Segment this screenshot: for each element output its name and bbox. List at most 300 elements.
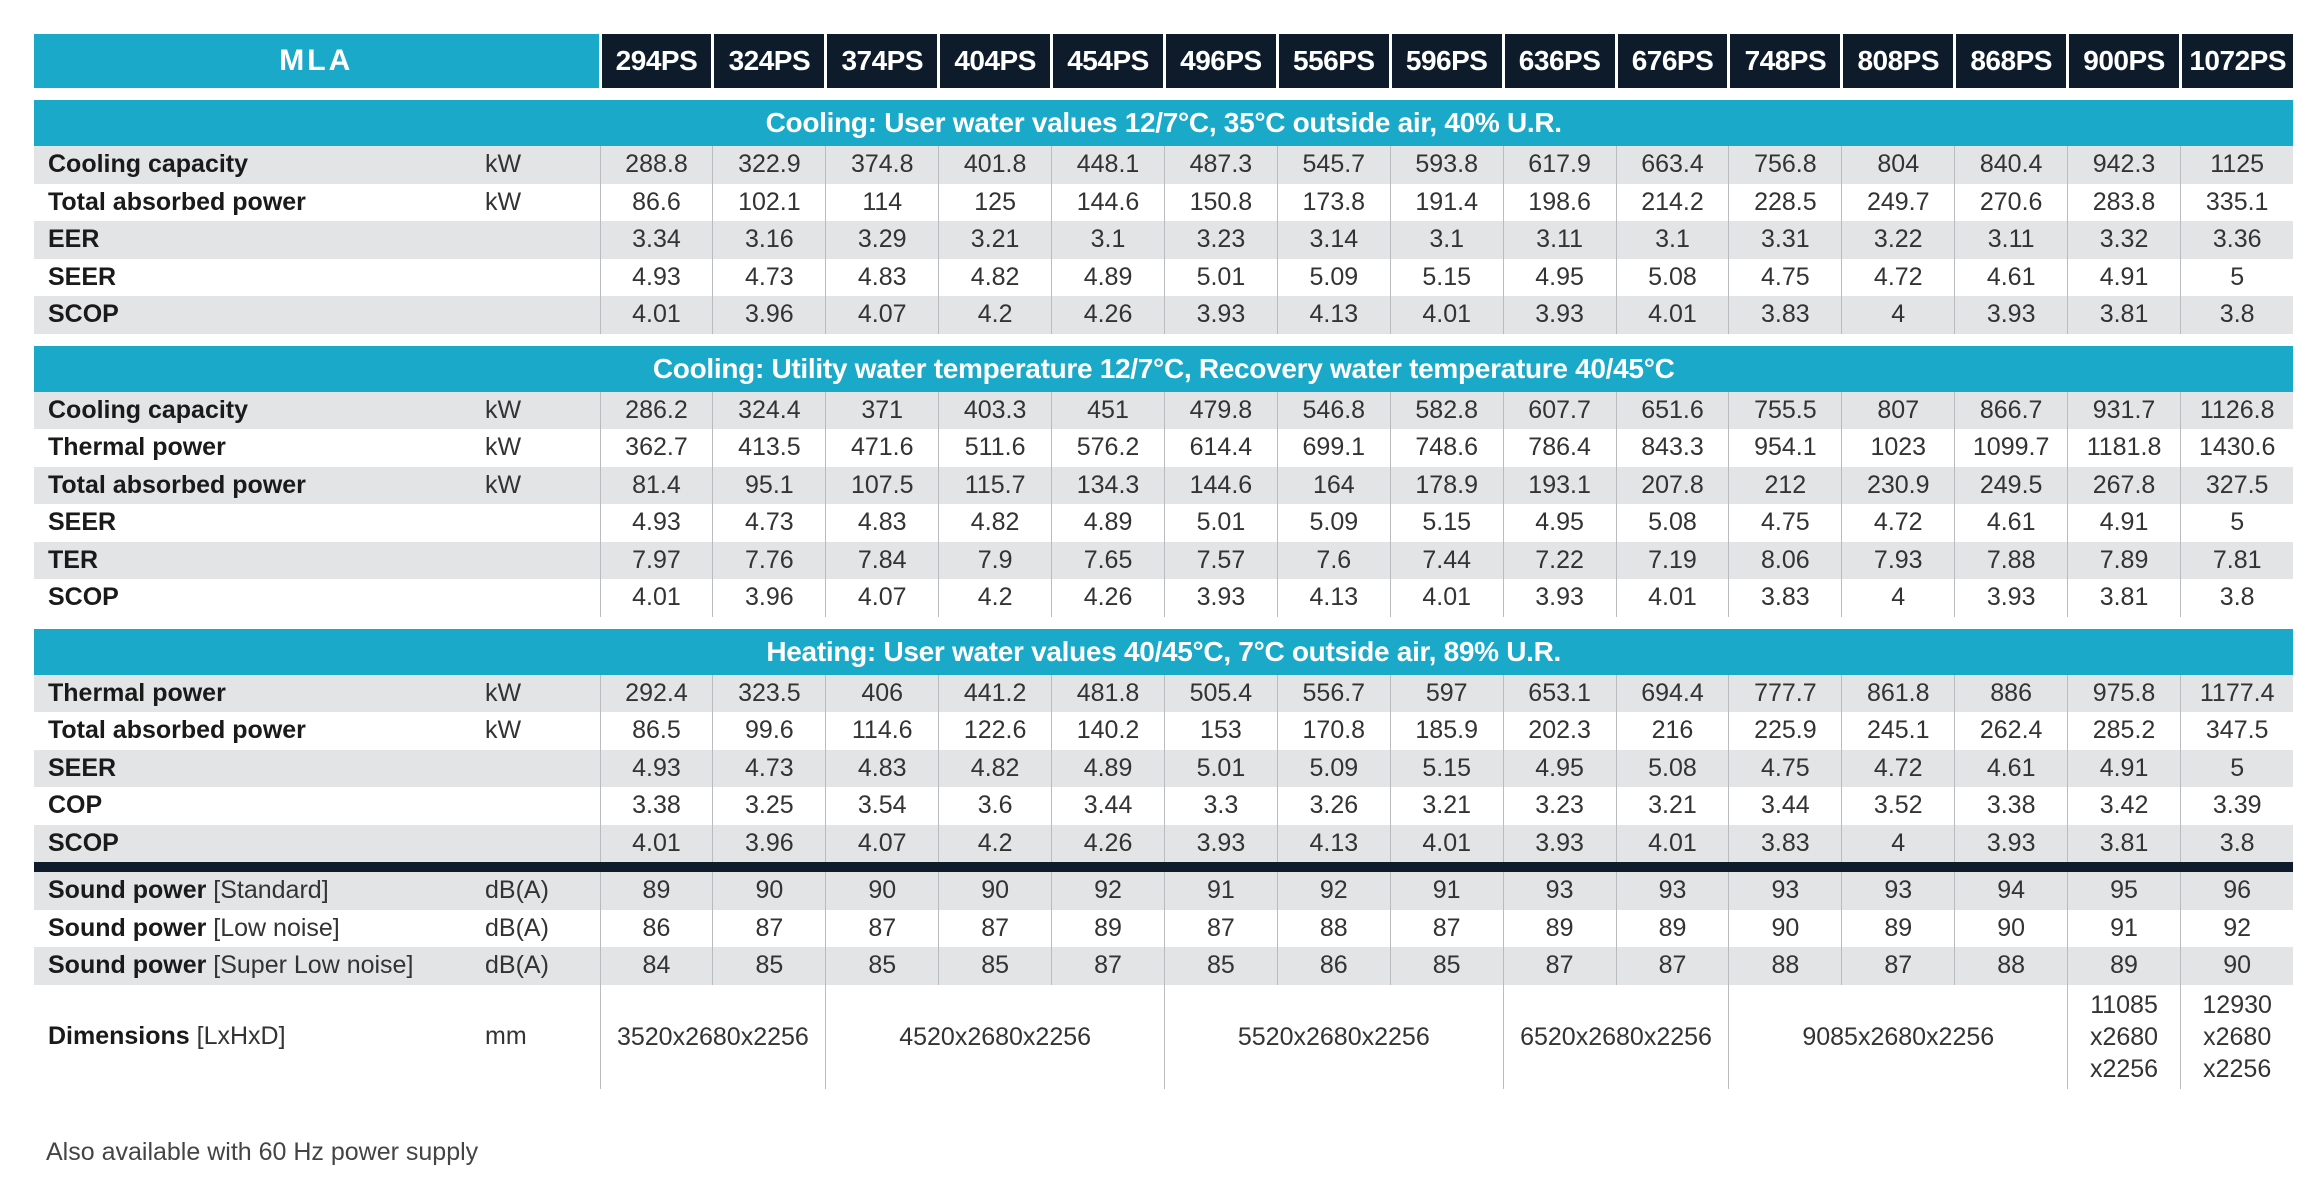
value-cell: 270.6 <box>1955 184 2068 222</box>
value-cell: 607.7 <box>1503 392 1616 430</box>
sound-label-variant: [Standard] <box>213 876 329 905</box>
value-cell: 471.6 <box>826 429 939 467</box>
data-row <box>34 429 2293 467</box>
value-cell: 1099.7 <box>1955 429 2068 467</box>
value-cell: 371 <box>826 392 939 430</box>
value-cell: 225.9 <box>1729 712 1842 750</box>
value-cell: 511.6 <box>939 429 1052 467</box>
value-cell: 99.6 <box>713 712 826 750</box>
value-cell: 3.23 <box>1503 787 1616 825</box>
value-cell: 7.6 <box>1277 542 1390 580</box>
section-title-row <box>34 100 2293 146</box>
value-cell: 1181.8 <box>2068 429 2181 467</box>
row-label: Cooling capacity <box>34 146 485 184</box>
value-cell: 4.01 <box>600 579 713 617</box>
value-cell: 7.93 <box>1842 542 1955 580</box>
value-cell: 94 <box>1955 872 2068 910</box>
value-cell: 441.2 <box>939 675 1052 713</box>
value-cell: 7.97 <box>600 542 713 580</box>
value-cell: 87 <box>1503 947 1616 985</box>
value-cell: 546.8 <box>1277 392 1390 430</box>
value-cell: 3.93 <box>1164 825 1277 863</box>
value-cell: 3.21 <box>1390 787 1503 825</box>
value-cell: 3.38 <box>600 787 713 825</box>
row-unit: kW <box>485 712 600 750</box>
value-cell: 5.08 <box>1616 259 1729 297</box>
value-cell: 216 <box>1616 712 1729 750</box>
sound-label <box>34 910 485 948</box>
dimension-cell <box>1164 985 1503 1089</box>
row-unit: dB(A) <box>485 872 600 910</box>
value-cell: 212 <box>1729 467 1842 505</box>
value-cell: 614.4 <box>1164 429 1277 467</box>
value-cell: 324.4 <box>713 392 826 430</box>
value-cell: 653.1 <box>1503 675 1616 713</box>
value-cell: 7.9 <box>939 542 1052 580</box>
row-unit <box>485 542 600 580</box>
value-cell: 840.4 <box>1955 146 2068 184</box>
value-cell: 3.6 <box>939 787 1052 825</box>
value-cell: 4.95 <box>1503 750 1616 788</box>
value-cell: 694.4 <box>1616 675 1729 713</box>
row-unit: mm <box>485 985 600 1089</box>
row-unit <box>485 579 600 617</box>
value-cell: 5 <box>2180 259 2293 297</box>
dimension-cell <box>600 985 826 1089</box>
value-cell: 3.29 <box>826 221 939 259</box>
section-title-row <box>34 629 2293 675</box>
row-gap <box>34 88 2293 100</box>
value-cell: 3.22 <box>1842 221 1955 259</box>
gap-cell <box>34 88 2293 100</box>
dimensions-row <box>34 985 2293 1089</box>
value-cell: 4.01 <box>1390 296 1503 334</box>
value-cell: 3.23 <box>1164 221 1277 259</box>
value-cell: 4.07 <box>826 296 939 334</box>
value-cell: 3.39 <box>2180 787 2293 825</box>
value-cell: 3.96 <box>713 296 826 334</box>
value-cell: 954.1 <box>1729 429 1842 467</box>
value-cell: 4.26 <box>1052 825 1165 863</box>
row-label: Thermal power <box>34 675 485 713</box>
value-cell: 5.15 <box>1390 504 1503 542</box>
value-cell: 4.75 <box>1729 750 1842 788</box>
dimension-line: 9085x2680x2256 <box>1802 1022 1995 1051</box>
value-cell: 1177.4 <box>2180 675 2293 713</box>
section-title-row <box>34 346 2293 392</box>
value-cell: 115.7 <box>939 467 1052 505</box>
dimensions-label <box>34 985 485 1089</box>
value-cell: 4.2 <box>939 296 1052 334</box>
data-row <box>34 392 2293 430</box>
value-cell: 4.91 <box>2068 504 2181 542</box>
value-cell: 4.89 <box>1052 504 1165 542</box>
data-row <box>34 504 2293 542</box>
row-unit: kW <box>485 146 600 184</box>
value-cell: 5.08 <box>1616 750 1729 788</box>
row-unit: kW <box>485 392 600 430</box>
value-cell: 7.89 <box>2068 542 2181 580</box>
value-cell: 90 <box>713 872 826 910</box>
value-cell: 3.21 <box>939 221 1052 259</box>
value-cell: 4.26 <box>1052 296 1165 334</box>
value-cell: 597 <box>1390 675 1503 713</box>
value-cell: 4.82 <box>939 259 1052 297</box>
value-cell: 114 <box>826 184 939 222</box>
value-cell: 7.76 <box>713 542 826 580</box>
value-cell: 4.75 <box>1729 259 1842 297</box>
dimension-line: 5520x2680x2256 <box>1237 1022 1430 1051</box>
value-cell: 4.13 <box>1277 825 1390 863</box>
value-cell: 4.07 <box>826 825 939 863</box>
value-cell: 93 <box>1616 872 1729 910</box>
value-cell: 4.01 <box>1616 825 1729 863</box>
row-unit: kW <box>485 675 600 713</box>
value-cell: 807 <box>1842 392 1955 430</box>
value-cell: 7.57 <box>1164 542 1277 580</box>
value-cell: 286.2 <box>600 392 713 430</box>
value-cell: 403.3 <box>939 392 1052 430</box>
value-cell: 327.5 <box>2180 467 2293 505</box>
row-unit <box>485 825 600 863</box>
data-row <box>34 467 2293 505</box>
value-cell: 886 <box>1955 675 2068 713</box>
value-cell: 114.6 <box>826 712 939 750</box>
value-cell: 4.01 <box>600 825 713 863</box>
row-label: COP <box>34 787 485 825</box>
value-cell: 249.7 <box>1842 184 1955 222</box>
value-cell: 4 <box>1842 825 1955 863</box>
value-cell: 249.5 <box>1955 467 2068 505</box>
value-cell: 86.6 <box>600 184 713 222</box>
value-cell: 7.22 <box>1503 542 1616 580</box>
value-cell: 804 <box>1842 146 1955 184</box>
row-label: SEER <box>34 750 485 788</box>
model-header: 900PS <box>2068 34 2181 88</box>
data-row <box>34 579 2293 617</box>
value-cell: 3.96 <box>713 825 826 863</box>
value-cell: 4.2 <box>939 579 1052 617</box>
value-cell: 3.93 <box>1503 296 1616 334</box>
row-unit <box>485 504 600 542</box>
value-cell: 861.8 <box>1842 675 1955 713</box>
value-cell: 5.09 <box>1277 504 1390 542</box>
value-cell: 140.2 <box>1052 712 1165 750</box>
sound-row <box>34 947 2293 985</box>
value-cell: 7.65 <box>1052 542 1165 580</box>
value-cell: 487.3 <box>1164 146 1277 184</box>
model-header: 556PS <box>1277 34 1390 88</box>
value-cell: 90 <box>939 872 1052 910</box>
sound-label <box>34 872 485 910</box>
value-cell: 4.83 <box>826 504 939 542</box>
value-cell: 975.8 <box>2068 675 2181 713</box>
value-cell: 5.15 <box>1390 259 1503 297</box>
value-cell: 479.8 <box>1164 392 1277 430</box>
value-cell: 81.4 <box>600 467 713 505</box>
value-cell: 4.72 <box>1842 504 1955 542</box>
data-row <box>34 184 2293 222</box>
data-row <box>34 712 2293 750</box>
model-header: 454PS <box>1052 34 1165 88</box>
value-cell: 3.32 <box>2068 221 2181 259</box>
value-cell: 91 <box>1164 872 1277 910</box>
value-cell: 3.93 <box>1503 579 1616 617</box>
sound-row <box>34 872 2293 910</box>
model-header: 676PS <box>1616 34 1729 88</box>
model-header: 596PS <box>1390 34 1503 88</box>
value-cell: 3.93 <box>1955 579 2068 617</box>
row-unit <box>485 296 600 334</box>
row-unit: dB(A) <box>485 947 600 985</box>
value-cell: 85 <box>1164 947 1277 985</box>
value-cell: 292.4 <box>600 675 713 713</box>
value-cell: 4.91 <box>2068 259 2181 297</box>
value-cell: 4 <box>1842 579 1955 617</box>
value-cell: 3.1 <box>1616 221 1729 259</box>
value-cell: 4.89 <box>1052 750 1165 788</box>
value-cell: 3.8 <box>2180 579 2293 617</box>
value-cell: 3.36 <box>2180 221 2293 259</box>
value-cell: 92 <box>2180 910 2293 948</box>
model-header: 636PS <box>1503 34 1616 88</box>
value-cell: 88 <box>1277 910 1390 948</box>
value-cell: 5.09 <box>1277 750 1390 788</box>
value-cell: 3.44 <box>1729 787 1842 825</box>
spec-sheet <box>34 34 2286 1089</box>
value-cell: 86 <box>1277 947 1390 985</box>
value-cell: 843.3 <box>1616 429 1729 467</box>
value-cell: 3.44 <box>1052 787 1165 825</box>
model-header: 294PS <box>600 34 713 88</box>
section-title: Cooling: User water values 12/7°C, 35°C outside air, 40% U.R. <box>34 100 2293 146</box>
dimension-line: x2256 <box>2089 1054 2159 1083</box>
row-unit: kW <box>485 467 600 505</box>
value-cell: 866.7 <box>1955 392 2068 430</box>
value-cell: 4.82 <box>939 750 1052 788</box>
dimension-cell <box>1729 985 2068 1089</box>
value-cell: 448.1 <box>1052 146 1165 184</box>
section-title: Heating: User water values 40/45°C, 7°C outside air, 89% U.R. <box>34 629 2293 675</box>
value-cell: 95.1 <box>713 467 826 505</box>
row-gap <box>34 334 2293 346</box>
dimension-cell <box>2068 985 2181 1089</box>
value-cell: 3.34 <box>600 221 713 259</box>
value-cell: 4.61 <box>1955 750 2068 788</box>
value-cell: 87 <box>713 910 826 948</box>
value-cell: 3.81 <box>2068 825 2181 863</box>
value-cell: 5.09 <box>1277 259 1390 297</box>
value-cell: 1023 <box>1842 429 1955 467</box>
value-cell: 3.11 <box>1955 221 2068 259</box>
value-cell: 178.9 <box>1390 467 1503 505</box>
value-cell: 198.6 <box>1503 184 1616 222</box>
value-cell: 4.73 <box>713 259 826 297</box>
value-cell: 88 <box>1955 947 2068 985</box>
value-cell: 3.83 <box>1729 825 1842 863</box>
dimension-line: 11085 <box>2090 990 2158 1019</box>
value-cell: 3.25 <box>713 787 826 825</box>
value-cell: 87 <box>1052 947 1165 985</box>
value-cell: 406 <box>826 675 939 713</box>
value-cell: 755.5 <box>1729 392 1842 430</box>
value-cell: 7.44 <box>1390 542 1503 580</box>
value-cell: 3.93 <box>1955 296 2068 334</box>
data-row <box>34 296 2293 334</box>
value-cell: 202.3 <box>1503 712 1616 750</box>
row-label: SEER <box>34 259 485 297</box>
model-header: 808PS <box>1842 34 1955 88</box>
value-cell: 85 <box>939 947 1052 985</box>
value-cell: 756.8 <box>1729 146 1842 184</box>
value-cell: 4.2 <box>939 825 1052 863</box>
value-cell: 228.5 <box>1729 184 1842 222</box>
value-cell: 173.8 <box>1277 184 1390 222</box>
model-header: 374PS <box>826 34 939 88</box>
value-cell: 401.8 <box>939 146 1052 184</box>
value-cell: 323.5 <box>713 675 826 713</box>
value-cell: 3.52 <box>1842 787 1955 825</box>
value-cell: 93 <box>1842 872 1955 910</box>
value-cell: 3.81 <box>2068 296 2181 334</box>
value-cell: 89 <box>1842 910 1955 948</box>
value-cell: 87 <box>826 910 939 948</box>
row-gap <box>34 617 2293 629</box>
value-cell: 582.8 <box>1390 392 1503 430</box>
value-cell: 3.38 <box>1955 787 2068 825</box>
value-cell: 1126.8 <box>2180 392 2293 430</box>
value-cell: 144.6 <box>1052 184 1165 222</box>
value-cell: 942.3 <box>2068 146 2181 184</box>
value-cell: 85 <box>713 947 826 985</box>
value-cell: 90 <box>1955 910 2068 948</box>
row-unit <box>485 787 600 825</box>
value-cell: 576.2 <box>1052 429 1165 467</box>
value-cell: 4.83 <box>826 750 939 788</box>
value-cell: 4.72 <box>1842 750 1955 788</box>
value-cell: 4.95 <box>1503 504 1616 542</box>
value-cell: 8.06 <box>1729 542 1842 580</box>
value-cell: 748.6 <box>1390 429 1503 467</box>
section-title: Cooling: Utility water temperature 12/7°C, Recovery water temperature 40/45°C <box>34 346 2293 392</box>
row-label: SEER <box>34 504 485 542</box>
value-cell: 451 <box>1052 392 1165 430</box>
row-label: SCOP <box>34 296 485 334</box>
value-cell: 3.1 <box>1052 221 1165 259</box>
dimension-line: x2680 <box>2089 1022 2159 1051</box>
row-unit: dB(A) <box>485 910 600 948</box>
row-label: SCOP <box>34 825 485 863</box>
value-cell: 5.01 <box>1164 259 1277 297</box>
model-header: 404PS <box>939 34 1052 88</box>
value-cell: 4.13 <box>1277 579 1390 617</box>
value-cell: 777.7 <box>1729 675 1842 713</box>
value-cell: 245.1 <box>1842 712 1955 750</box>
value-cell: 4.61 <box>1955 504 2068 542</box>
sound-label-main: Sound power <box>48 951 207 980</box>
value-cell: 374.8 <box>826 146 939 184</box>
value-cell: 4.82 <box>939 504 1052 542</box>
value-cell: 4.83 <box>826 259 939 297</box>
value-cell: 7.81 <box>2180 542 2293 580</box>
sound-label-main: Sound power <box>48 876 207 905</box>
value-cell: 481.8 <box>1052 675 1165 713</box>
value-cell: 96 <box>2180 872 2293 910</box>
value-cell: 95 <box>2068 872 2181 910</box>
value-cell: 4.01 <box>1616 579 1729 617</box>
value-cell: 4.93 <box>600 504 713 542</box>
sound-label-variant: [Low noise] <box>213 913 340 942</box>
model-header: 324PS <box>713 34 826 88</box>
value-cell: 4.01 <box>600 296 713 334</box>
value-cell: 4.07 <box>826 579 939 617</box>
value-cell: 4.91 <box>2068 750 2181 788</box>
value-cell: 4.95 <box>1503 259 1616 297</box>
value-cell: 90 <box>1729 910 1842 948</box>
value-cell: 93 <box>1503 872 1616 910</box>
dimension-line: 3520x2680x2256 <box>616 1022 809 1051</box>
value-cell: 3.31 <box>1729 221 1842 259</box>
value-cell: 144.6 <box>1164 467 1277 505</box>
value-cell: 3.8 <box>2180 825 2293 863</box>
value-cell: 5.01 <box>1164 504 1277 542</box>
section-divider <box>34 862 2293 872</box>
value-cell: 5.15 <box>1390 750 1503 788</box>
row-unit: kW <box>485 429 600 467</box>
value-cell: 3.26 <box>1277 787 1390 825</box>
value-cell: 4.72 <box>1842 259 1955 297</box>
value-cell: 617.9 <box>1503 146 1616 184</box>
dimensions-label-main: Dimensions <box>48 1022 190 1050</box>
value-cell: 85 <box>826 947 939 985</box>
value-cell: 545.7 <box>1277 146 1390 184</box>
value-cell: 89 <box>2068 947 2181 985</box>
value-cell: 185.9 <box>1390 712 1503 750</box>
value-cell: 86 <box>600 910 713 948</box>
value-cell: 89 <box>1052 910 1165 948</box>
value-cell: 170.8 <box>1277 712 1390 750</box>
divider-cell <box>34 862 2293 872</box>
value-cell: 3.14 <box>1277 221 1390 259</box>
value-cell: 191.4 <box>1390 184 1503 222</box>
value-cell: 3.1 <box>1390 221 1503 259</box>
value-cell: 89 <box>1503 910 1616 948</box>
spec-table-body <box>34 34 2293 1089</box>
data-row <box>34 787 2293 825</box>
data-row <box>34 825 2293 863</box>
sound-row <box>34 910 2293 948</box>
value-cell: 4.26 <box>1052 579 1165 617</box>
row-label: SCOP <box>34 579 485 617</box>
value-cell: 7.88 <box>1955 542 2068 580</box>
value-cell: 87 <box>939 910 1052 948</box>
dimensions-label-format: [LxHxD] <box>196 1022 286 1050</box>
sound-label <box>34 947 485 985</box>
value-cell: 5 <box>2180 750 2293 788</box>
value-cell: 153 <box>1164 712 1277 750</box>
data-row <box>34 675 2293 713</box>
row-label: Cooling capacity <box>34 392 485 430</box>
value-cell: 593.8 <box>1390 146 1503 184</box>
value-cell: 90 <box>826 872 939 910</box>
value-cell: 663.4 <box>1616 146 1729 184</box>
value-cell: 122.6 <box>939 712 1052 750</box>
value-cell: 3.93 <box>1164 296 1277 334</box>
value-cell: 84 <box>600 947 713 985</box>
value-cell: 3.93 <box>1164 579 1277 617</box>
dimension-cell <box>1503 985 1729 1089</box>
value-cell: 107.5 <box>826 467 939 505</box>
